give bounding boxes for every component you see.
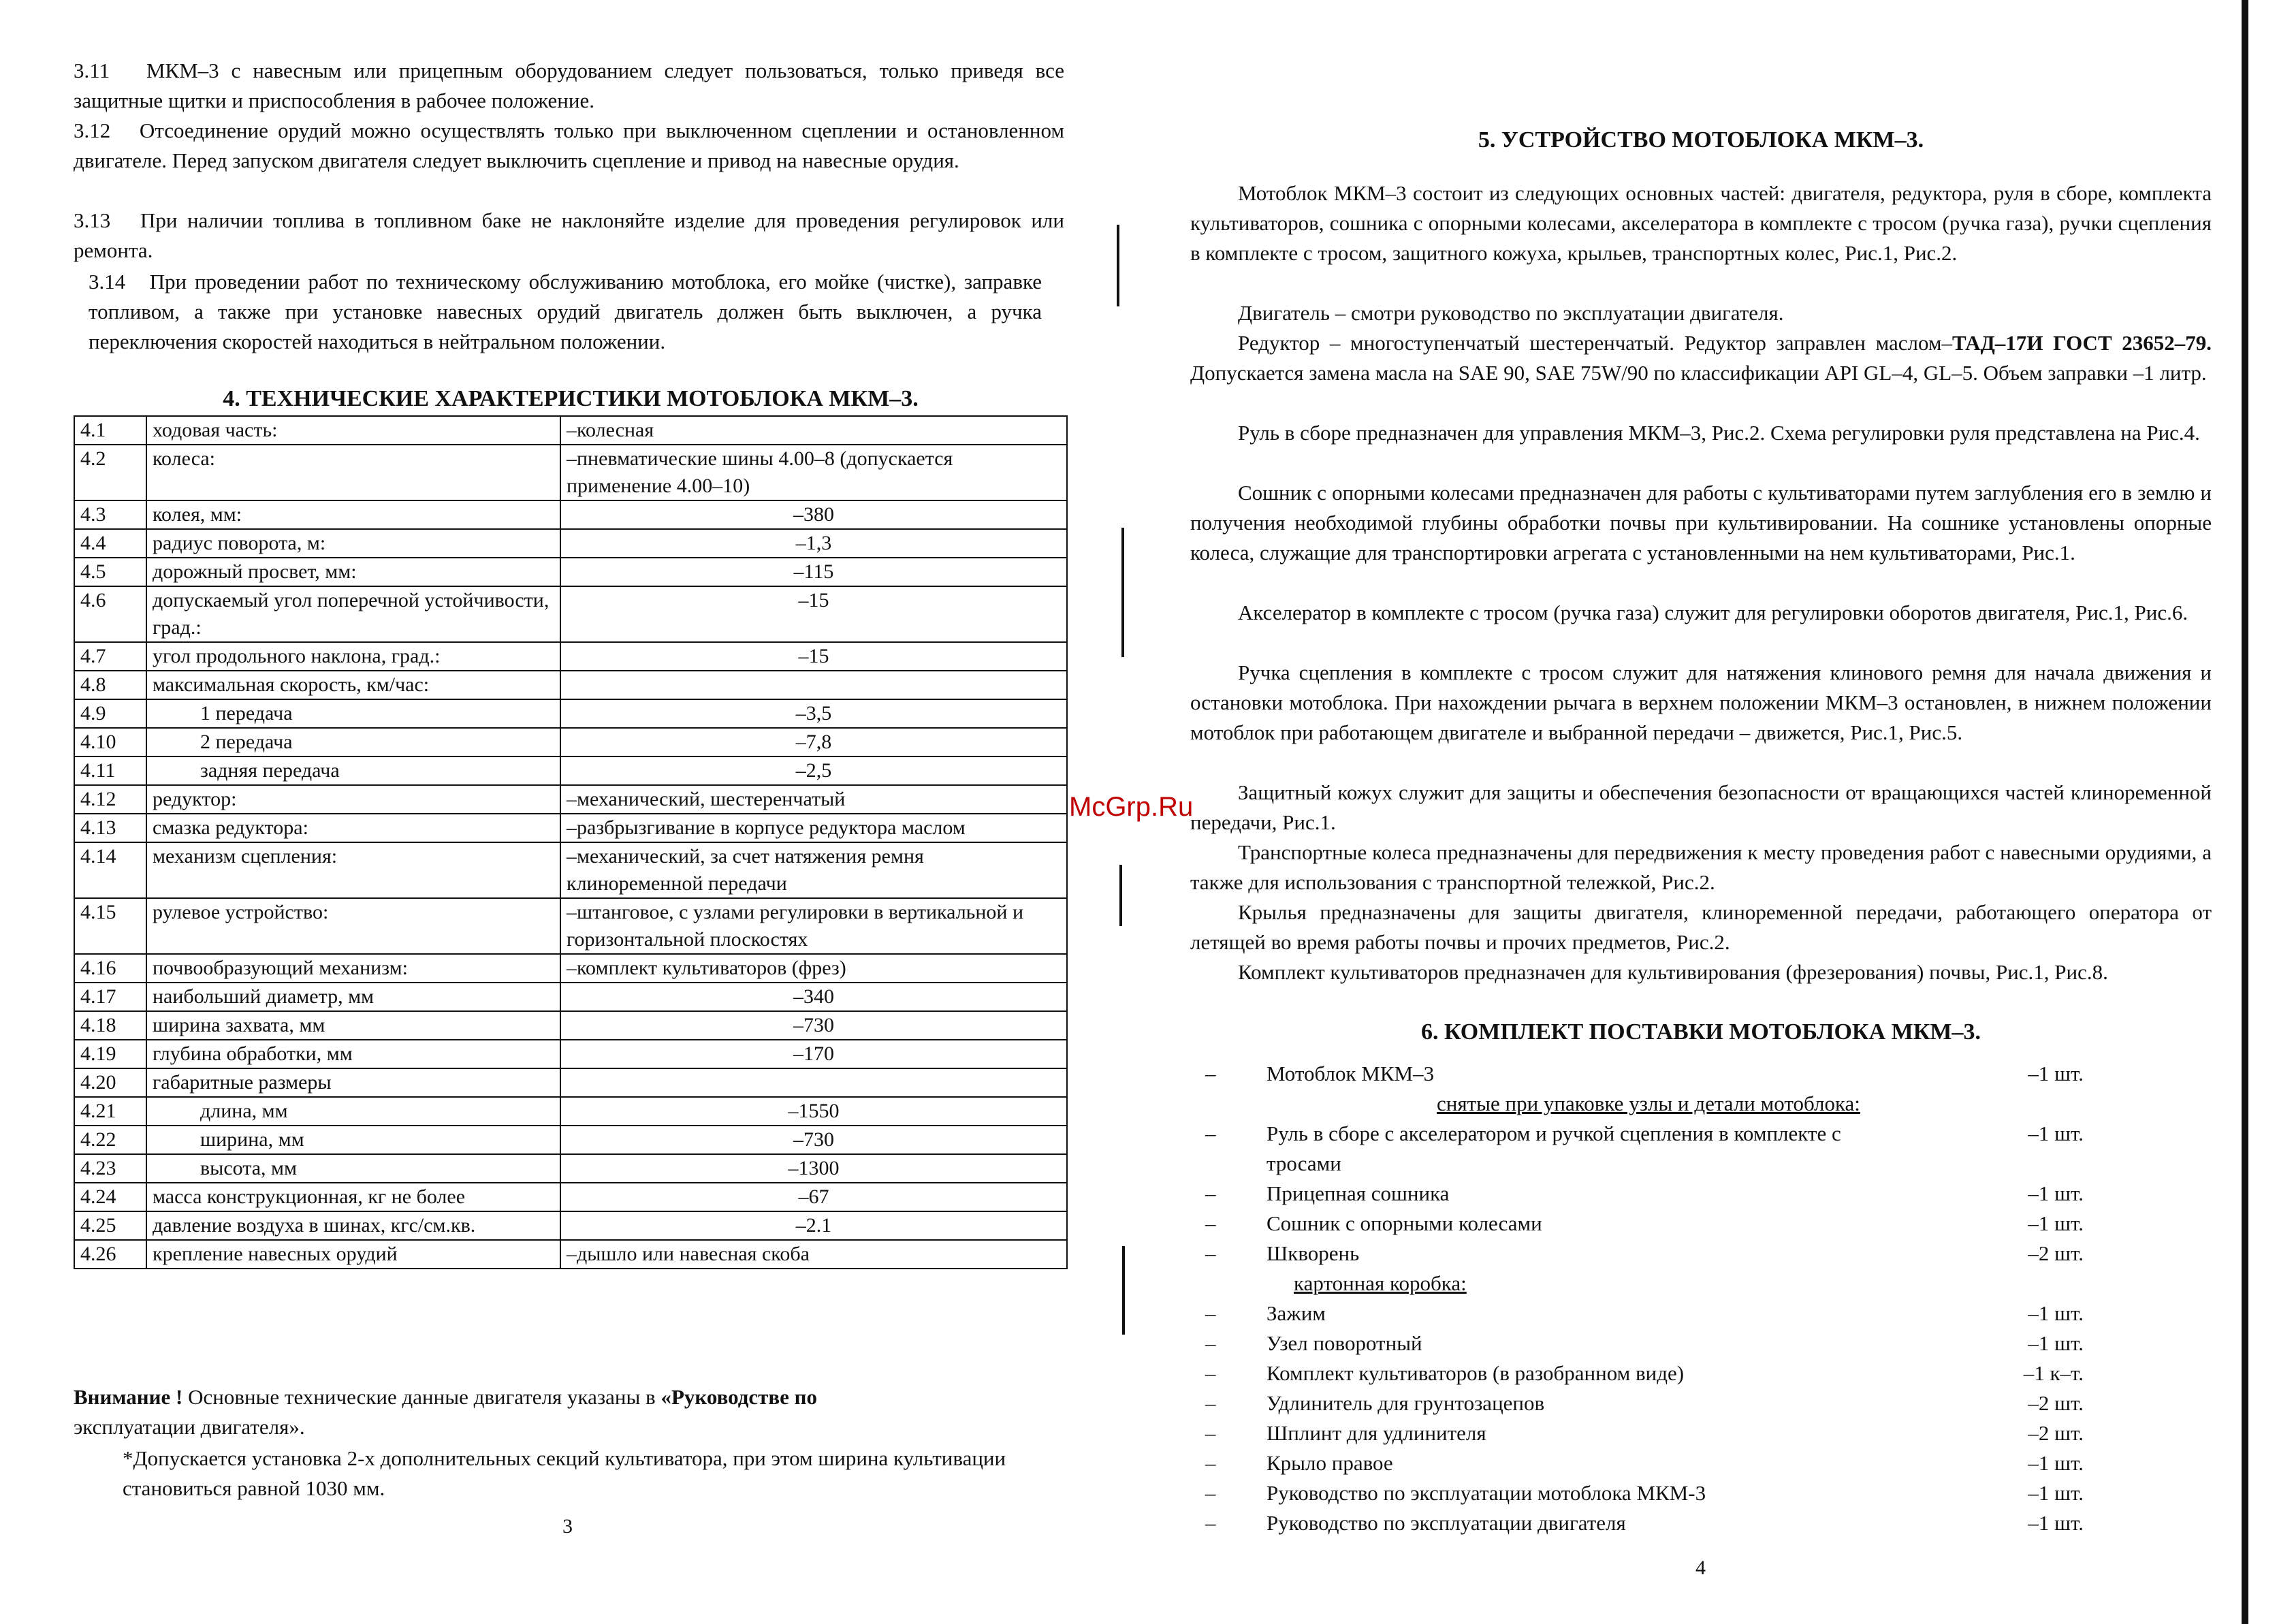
spec-row bbox=[74, 785, 1067, 814]
spec-num: 4.20 bbox=[74, 1068, 146, 1097]
left-page bbox=[0, 0, 1117, 1624]
para-reducer bbox=[1190, 328, 2212, 388]
spec-table bbox=[74, 415, 1068, 1269]
kit-bullet: – bbox=[1205, 1331, 1216, 1355]
para-cultivators bbox=[1190, 957, 2212, 987]
kit-item bbox=[1205, 1508, 2186, 1538]
kit-item-qty: –1 шт. bbox=[2028, 1481, 2084, 1505]
spec-label-cell bbox=[146, 642, 560, 671]
spec-label: высота, мм bbox=[200, 1157, 298, 1179]
kit-item-name: Крыло правое bbox=[1267, 1451, 1393, 1475]
spec-label-cell bbox=[146, 529, 560, 558]
spec-num: 4.5 bbox=[74, 558, 146, 586]
rule-number: 3.12 bbox=[74, 118, 111, 142]
spec-num: 4.4 bbox=[74, 529, 146, 558]
para-engine bbox=[1190, 298, 2212, 328]
kit-subheading: снятые при упаковке узлы и детали мотоблока: bbox=[1437, 1092, 1860, 1115]
spec-label: ходовая часть: bbox=[153, 419, 278, 441]
spec-label-cell bbox=[146, 954, 560, 983]
spec-value: –комплект культиваторов (фрез) bbox=[560, 954, 1067, 983]
note-text-2: эксплуатации двигателя». bbox=[74, 1415, 305, 1439]
spec-label: рулевое устройство: bbox=[153, 901, 329, 923]
spec-num: 4.1 bbox=[74, 416, 146, 445]
spec-num: 4.22 bbox=[74, 1126, 146, 1154]
spec-row bbox=[74, 1126, 1067, 1154]
spec-title: 4. ТЕХНИЧЕСКИЕ ХАРАКТЕРИСТИКИ МОТОБЛОКА МКМ–3. bbox=[223, 386, 919, 411]
para-text: Защитный кожух служит для защиты и обеспечения безопасности от вращающихся частей клиноременной передачи, Рис.1. bbox=[1190, 780, 2212, 834]
spec-row bbox=[74, 1183, 1067, 1211]
para-composition bbox=[1190, 178, 2212, 268]
kit-bullet: – bbox=[1205, 1451, 1216, 1475]
kit-item bbox=[1205, 1299, 2186, 1328]
spec-value: –1550 bbox=[560, 1097, 1067, 1126]
section-6-title: 6. КОМПЛЕКТ ПОСТАВКИ МОТОБЛОКА МКМ–3. bbox=[1421, 1019, 1981, 1045]
kit-item bbox=[1205, 1358, 2186, 1388]
right-page bbox=[1117, 0, 2294, 1624]
spec-label-cell bbox=[146, 1068, 560, 1097]
kit-item-name: Руководство по эксплуатации мотоблока МКМ-3 bbox=[1267, 1481, 1706, 1505]
spec-label: колеса: bbox=[153, 447, 216, 470]
page-number-left: 3 bbox=[562, 1515, 573, 1538]
kit-bullet: – bbox=[1205, 1301, 1216, 1325]
kit-item-name: Руль в сборе с акселератором и ручкой сцепления в комплекте с тросами bbox=[1267, 1121, 1841, 1175]
spec-num: 4.14 bbox=[74, 842, 146, 898]
rule-number: 3.11 bbox=[74, 59, 110, 82]
kit-bullet: – bbox=[1205, 1421, 1216, 1445]
section-5-title: 5. УСТРОЙСТВО МОТОБЛОКА МКМ–3. bbox=[1478, 127, 1924, 153]
spec-label: масса конструкционная, кг не более bbox=[153, 1185, 466, 1208]
spec-row bbox=[74, 699, 1067, 728]
para-cover bbox=[1190, 778, 2212, 838]
spec-label-cell bbox=[146, 586, 560, 642]
spec-row bbox=[74, 954, 1067, 983]
spec-label: механизм сцепления: bbox=[153, 845, 338, 867]
spec-value: –730 bbox=[560, 1011, 1067, 1040]
spec-num: 4.23 bbox=[74, 1154, 146, 1183]
spec-num: 4.17 bbox=[74, 983, 146, 1011]
spec-label-cell bbox=[146, 898, 560, 954]
spec-row bbox=[74, 983, 1067, 1011]
spec-value: –170 bbox=[560, 1040, 1067, 1068]
para-text: Сошник с опорными колесами предназначен для работы с культиваторами путем заглубления его в землю и получения необходимой глубины обработки почвы при культивировании. На сошнике установлены опорные колеса, служащие для транспортировки агрегата с установленными на нем культиваторами, Рис.1. bbox=[1190, 481, 2212, 564]
spec-row bbox=[74, 1011, 1067, 1040]
rule-3-14 bbox=[89, 267, 1042, 357]
para-wheels bbox=[1190, 838, 2212, 897]
spec-label: давление воздуха в шинах, кгс/см.кв. bbox=[153, 1214, 476, 1237]
spec-label-cell bbox=[146, 983, 560, 1011]
kit-item-name: Удлинитель для грунтозацепов bbox=[1267, 1391, 1545, 1415]
kit-item-name: Узел поворотный bbox=[1267, 1331, 1422, 1355]
spec-num: 4.6 bbox=[74, 586, 146, 642]
spec-label: колея, мм: bbox=[153, 503, 242, 526]
kit-item-qty: –1 шт. bbox=[2028, 1451, 2084, 1475]
kit-bullet: – bbox=[1205, 1062, 1216, 1085]
rule-text: При проведении работ по техническому обслуживанию мотоблока, его мойке (чистке), заправке топливом, а также при установке навесных орудий двигатель должен быть выключен, а ручка переключения скоростей находиться в нейтральном положении. bbox=[89, 270, 1042, 353]
spec-value: –730 bbox=[560, 1126, 1067, 1154]
spec-value: –15 bbox=[560, 586, 1067, 642]
spec-label-cell bbox=[146, 842, 560, 898]
spec-value bbox=[560, 1068, 1067, 1097]
kit-item-qty: –2 шт. bbox=[2028, 1391, 2084, 1415]
para-text: Редуктор – многоступенчатый шестеренчатый. Редуктор заправлен маслом– bbox=[1238, 331, 1953, 355]
spec-label-cell bbox=[146, 558, 560, 586]
spec-row bbox=[74, 586, 1067, 642]
spec-label: длина, мм bbox=[200, 1100, 288, 1122]
spec-label: ширина захвата, мм bbox=[153, 1014, 325, 1036]
rule-3-11 bbox=[74, 56, 1064, 116]
rule-text: МКМ–3 с навесным или прицепным оборудованием следует пользоваться, только приведя все защитные щитки и приспособления в рабочее положение. bbox=[74, 59, 1065, 112]
para-handlebar bbox=[1190, 418, 2212, 448]
spec-value: –механический, за счет натяжения ремня клиноременной передачи bbox=[560, 842, 1067, 898]
oil-spec: ТАД–17И ГОСТ 23652–79. bbox=[1952, 331, 2212, 355]
footnote: *Допускается установка 2-х дополнительных секций культиватора, при этом ширина культивации становиться равной 1030 мм. bbox=[123, 1446, 1006, 1500]
spec-value: –штанговое, с узлами регулировки в вертикальной и горизонтальной плоскостях bbox=[560, 898, 1067, 954]
spec-num: 4.2 bbox=[74, 445, 146, 500]
spec-label-cell bbox=[146, 1011, 560, 1040]
spec-row bbox=[74, 898, 1067, 954]
spec-num: 4.10 bbox=[74, 728, 146, 757]
spec-value: –дышло или навесная скоба bbox=[560, 1240, 1067, 1269]
spec-value: –2.1 bbox=[560, 1211, 1067, 1240]
spec-label: задняя передача bbox=[200, 759, 340, 782]
kit-bullet: – bbox=[1205, 1121, 1216, 1145]
kit-item-qty: –2 шт. bbox=[2028, 1241, 2084, 1265]
kit-item-name: Комплект культиваторов (в разобранном виде) bbox=[1267, 1361, 1685, 1385]
spec-value: –340 bbox=[560, 983, 1067, 1011]
spec-row bbox=[74, 671, 1067, 699]
spec-num: 4.18 bbox=[74, 1011, 146, 1040]
spec-num: 4.9 bbox=[74, 699, 146, 728]
para-text: Крылья предназначены для защиты двигателя, клиноременной передачи, работающего оператора от летящей во время работы почвы и прочих предметов, Рис.2. bbox=[1190, 900, 2212, 954]
note-ref: «Руководстве по bbox=[660, 1385, 817, 1409]
spec-row bbox=[74, 757, 1067, 785]
spec-label: дорожный просвет, мм: bbox=[153, 560, 357, 583]
spec-label: смазка редуктора: bbox=[153, 816, 308, 839]
engine-note bbox=[74, 1382, 1068, 1442]
kit-bullet: – bbox=[1205, 1391, 1216, 1415]
spec-num: 4.26 bbox=[74, 1240, 146, 1269]
spec-row bbox=[74, 1240, 1067, 1269]
spec-value: –3,5 bbox=[560, 699, 1067, 728]
kit-item bbox=[1205, 1059, 2186, 1089]
kit-list bbox=[1205, 1059, 2186, 1538]
kit-item bbox=[1205, 1328, 2186, 1358]
kit-item-qty: –1 шт. bbox=[2028, 1121, 2084, 1145]
spec-label: редуктор: bbox=[153, 788, 237, 810]
spec-num: 4.12 bbox=[74, 785, 146, 814]
spec-num: 4.3 bbox=[74, 500, 146, 529]
spec-num: 4.7 bbox=[74, 642, 146, 671]
kit-item-qty: –1 шт. bbox=[2028, 1181, 2084, 1205]
para-coulter bbox=[1190, 478, 2212, 568]
kit-bullet: – bbox=[1205, 1211, 1216, 1235]
para-text: Ручка сцепления в комплекте с тросом служит для натяжения клинового ремня для начала движения и остановки мотоблока. При нахождении рычага в верхнем положении МКМ–3 остановлен, в нижнем положении мотоблок при работающем двигателе и выбранной передачи – движется, Рис.1, Рис.5. bbox=[1190, 660, 2212, 744]
note-text: Основные технические данные двигателя указаны в bbox=[188, 1385, 656, 1409]
para-wings bbox=[1190, 897, 2212, 957]
spec-label-cell bbox=[146, 814, 560, 842]
kit-bullet: – bbox=[1205, 1241, 1216, 1265]
spec-value: –115 bbox=[560, 558, 1067, 586]
spec-num: 4.24 bbox=[74, 1183, 146, 1211]
spec-row bbox=[74, 842, 1067, 898]
spec-label-cell bbox=[146, 1211, 560, 1240]
spec-row bbox=[74, 1040, 1067, 1068]
spec-num: 4.8 bbox=[74, 671, 146, 699]
kit-item-qty: –1 шт. bbox=[2028, 1301, 2084, 1325]
kit-item-name: Шкворень bbox=[1267, 1241, 1360, 1265]
spec-row bbox=[74, 558, 1067, 586]
rule-number: 3.13 bbox=[74, 208, 111, 232]
kit-item-qty: –1 к–т. bbox=[2023, 1361, 2084, 1385]
rule-3-12 bbox=[74, 116, 1064, 176]
kit-item-name: Руководство по эксплуатации двигателя bbox=[1267, 1511, 1626, 1535]
spec-label: габаритные размеры bbox=[153, 1071, 332, 1094]
kit-item-qty: –1 шт. bbox=[2028, 1211, 2084, 1235]
note-lead: Внимание ! bbox=[74, 1385, 183, 1409]
spec-label: 2 передача bbox=[200, 731, 293, 753]
spec-label-cell bbox=[146, 1183, 560, 1211]
spec-row bbox=[74, 814, 1067, 842]
spec-value: –1300 bbox=[560, 1154, 1067, 1183]
watermark: McGrp.Ru bbox=[1069, 792, 1194, 822]
spec-label: допускаемый угол поперечной устойчивости, град.: bbox=[153, 589, 549, 639]
spec-label: глубина обработки, мм bbox=[153, 1042, 353, 1065]
spec-row bbox=[74, 1097, 1067, 1126]
kit-item bbox=[1205, 1448, 2186, 1478]
spec-value: –380 bbox=[560, 500, 1067, 529]
kit-item-name: Сошник с опорными колесами bbox=[1267, 1211, 1542, 1235]
spec-num: 4.13 bbox=[74, 814, 146, 842]
kit-item bbox=[1205, 1179, 2186, 1209]
spec-num: 4.25 bbox=[74, 1211, 146, 1240]
page-number-right: 4 bbox=[1695, 1557, 1706, 1579]
rule-text: Отсоединение орудий можно осуществлять только при выключенном сцеплении и остановленном двигателе. Перед запуском двигателя следует выключить сцепление и привод на навесные орудия. bbox=[74, 118, 1065, 172]
spec-value: –1,3 bbox=[560, 529, 1067, 558]
spec-value: –разбрызгивание в корпусе редуктора маслом bbox=[560, 814, 1067, 842]
kit-item-qty: –1 шт. bbox=[2028, 1062, 2084, 1085]
kit-bullet: – bbox=[1205, 1511, 1216, 1535]
kit-item-name: Мотоблок МКМ–3 bbox=[1267, 1062, 1435, 1085]
para-text: Двигатель – смотри руководство по эксплуатации двигателя. bbox=[1238, 301, 1784, 325]
kit-bullet: – bbox=[1205, 1481, 1216, 1505]
spec-value bbox=[560, 671, 1067, 699]
para-text: Допускается замена масла на SAE 90, SAE 75W/90 по классификации API GL–4, GL–5. Объем заправки –1 литр. bbox=[1190, 361, 2207, 385]
kit-item-qty: –1 шт. bbox=[2028, 1331, 2084, 1355]
rule-3-13 bbox=[74, 206, 1064, 266]
spec-label-cell bbox=[146, 1126, 560, 1154]
kit-subheading: картонная коробка: bbox=[1294, 1271, 1467, 1295]
spec-row bbox=[74, 1068, 1067, 1097]
spec-label: крепление навесных орудий bbox=[153, 1243, 398, 1265]
spec-row bbox=[74, 445, 1067, 500]
spec-num: 4.21 bbox=[74, 1097, 146, 1126]
spec-row bbox=[74, 500, 1067, 529]
spec-label-cell bbox=[146, 757, 560, 785]
para-accelerator bbox=[1190, 598, 2212, 628]
kit-item bbox=[1205, 1388, 2186, 1418]
kit-item-qty: –1 шт. bbox=[2028, 1511, 2084, 1535]
spec-row bbox=[74, 1154, 1067, 1183]
kit-item-name: Прицепная сошника bbox=[1267, 1181, 1450, 1205]
spec-num: 4.11 bbox=[74, 757, 146, 785]
kit-item-name: Шплинт для удлинителя bbox=[1267, 1421, 1486, 1445]
spec-label: наибольший диаметр, мм bbox=[153, 985, 375, 1008]
spec-label-cell bbox=[146, 728, 560, 757]
spec-value: –7,8 bbox=[560, 728, 1067, 757]
spec-num: 4.16 bbox=[74, 954, 146, 983]
spec-row bbox=[74, 416, 1067, 445]
kit-item bbox=[1205, 1209, 2186, 1239]
rule-text: При наличии топлива в топливном баке не наклоняйте изделие для проведения регулировок или ремонта. bbox=[74, 208, 1064, 262]
spec-label-cell bbox=[146, 1040, 560, 1068]
spec-label-cell bbox=[146, 1154, 560, 1183]
spec-label-cell bbox=[146, 416, 560, 445]
spec-label: радиус поворота, м: bbox=[153, 532, 326, 554]
spec-label: почвообразующий механизм: bbox=[153, 957, 408, 979]
spec-num: 4.19 bbox=[74, 1040, 146, 1068]
para-text: Мотоблок МКМ–3 состоит из следующих основных частей: двигателя, редуктора, руля в сборе, комплекта культиваторов, сошника с опорными колесами, акселератора в комплекте с тросом (ручка газа), ручки сцепления в комплекте с тросом, защитного кожуха, крыльев, транспортных колес, Рис.1, Рис.2. bbox=[1190, 181, 2212, 265]
spec-label-cell bbox=[146, 500, 560, 529]
kit-item-name: Зажим bbox=[1267, 1301, 1326, 1325]
spec-row bbox=[74, 529, 1067, 558]
kit-item bbox=[1205, 1418, 2186, 1448]
kit-bullet: – bbox=[1205, 1181, 1216, 1205]
rule-number: 3.14 bbox=[89, 270, 126, 293]
para-text: Руль в сборе предназначен для управления МКМ–3, Рис.2. Схема регулировки руля представлена на Рис.4. bbox=[1238, 421, 2200, 445]
spec-label-cell bbox=[146, 671, 560, 699]
spec-value: –2,5 bbox=[560, 757, 1067, 785]
para-text: Транспортные колеса предназначены для передвижения к месту проведения работ с навесными орудиями, а также для использования с транспортной тележкой, Рис.2. bbox=[1190, 840, 2212, 894]
spec-value: –пневматические шины 4.00–8 (допускается применение 4.00–10) bbox=[560, 445, 1067, 500]
spec-value: –колесная bbox=[560, 416, 1067, 445]
spec-value: –механический, шестеренчатый bbox=[560, 785, 1067, 814]
spec-label-cell bbox=[146, 699, 560, 728]
spec-label-cell bbox=[146, 785, 560, 814]
kit-item bbox=[1205, 1239, 2186, 1269]
spec-num: 4.15 bbox=[74, 898, 146, 954]
kit-item bbox=[1205, 1119, 2186, 1179]
spec-value: –15 bbox=[560, 642, 1067, 671]
spec-label: максимальная скорость, км/час: bbox=[153, 673, 430, 696]
spec-value: –67 bbox=[560, 1183, 1067, 1211]
spec-row bbox=[74, 1211, 1067, 1240]
kit-bullet: – bbox=[1205, 1361, 1216, 1385]
para-text: Комплект культиваторов предназначен для культивирования (фрезерования) почвы, Рис.1, Рис.8. bbox=[1238, 960, 2108, 984]
binding-edge bbox=[2242, 0, 2248, 1624]
spec-row bbox=[74, 728, 1067, 757]
spec-label: угол продольного наклона, град.: bbox=[153, 645, 441, 667]
spec-label-cell bbox=[146, 1240, 560, 1269]
spec-label: ширина, мм bbox=[200, 1128, 304, 1151]
para-clutch bbox=[1190, 658, 2212, 748]
kit-item bbox=[1205, 1478, 2186, 1508]
para-text: Акселератор в комплекте с тросом (ручка газа) служит для регулировки оборотов двигателя, Рис.1, Рис.6. bbox=[1238, 601, 2188, 624]
spec-row bbox=[74, 642, 1067, 671]
spec-label-cell bbox=[146, 445, 560, 500]
spec-label: 1 передача bbox=[200, 702, 293, 725]
kit-item-qty: –2 шт. bbox=[2028, 1421, 2084, 1445]
spec-label-cell bbox=[146, 1097, 560, 1126]
